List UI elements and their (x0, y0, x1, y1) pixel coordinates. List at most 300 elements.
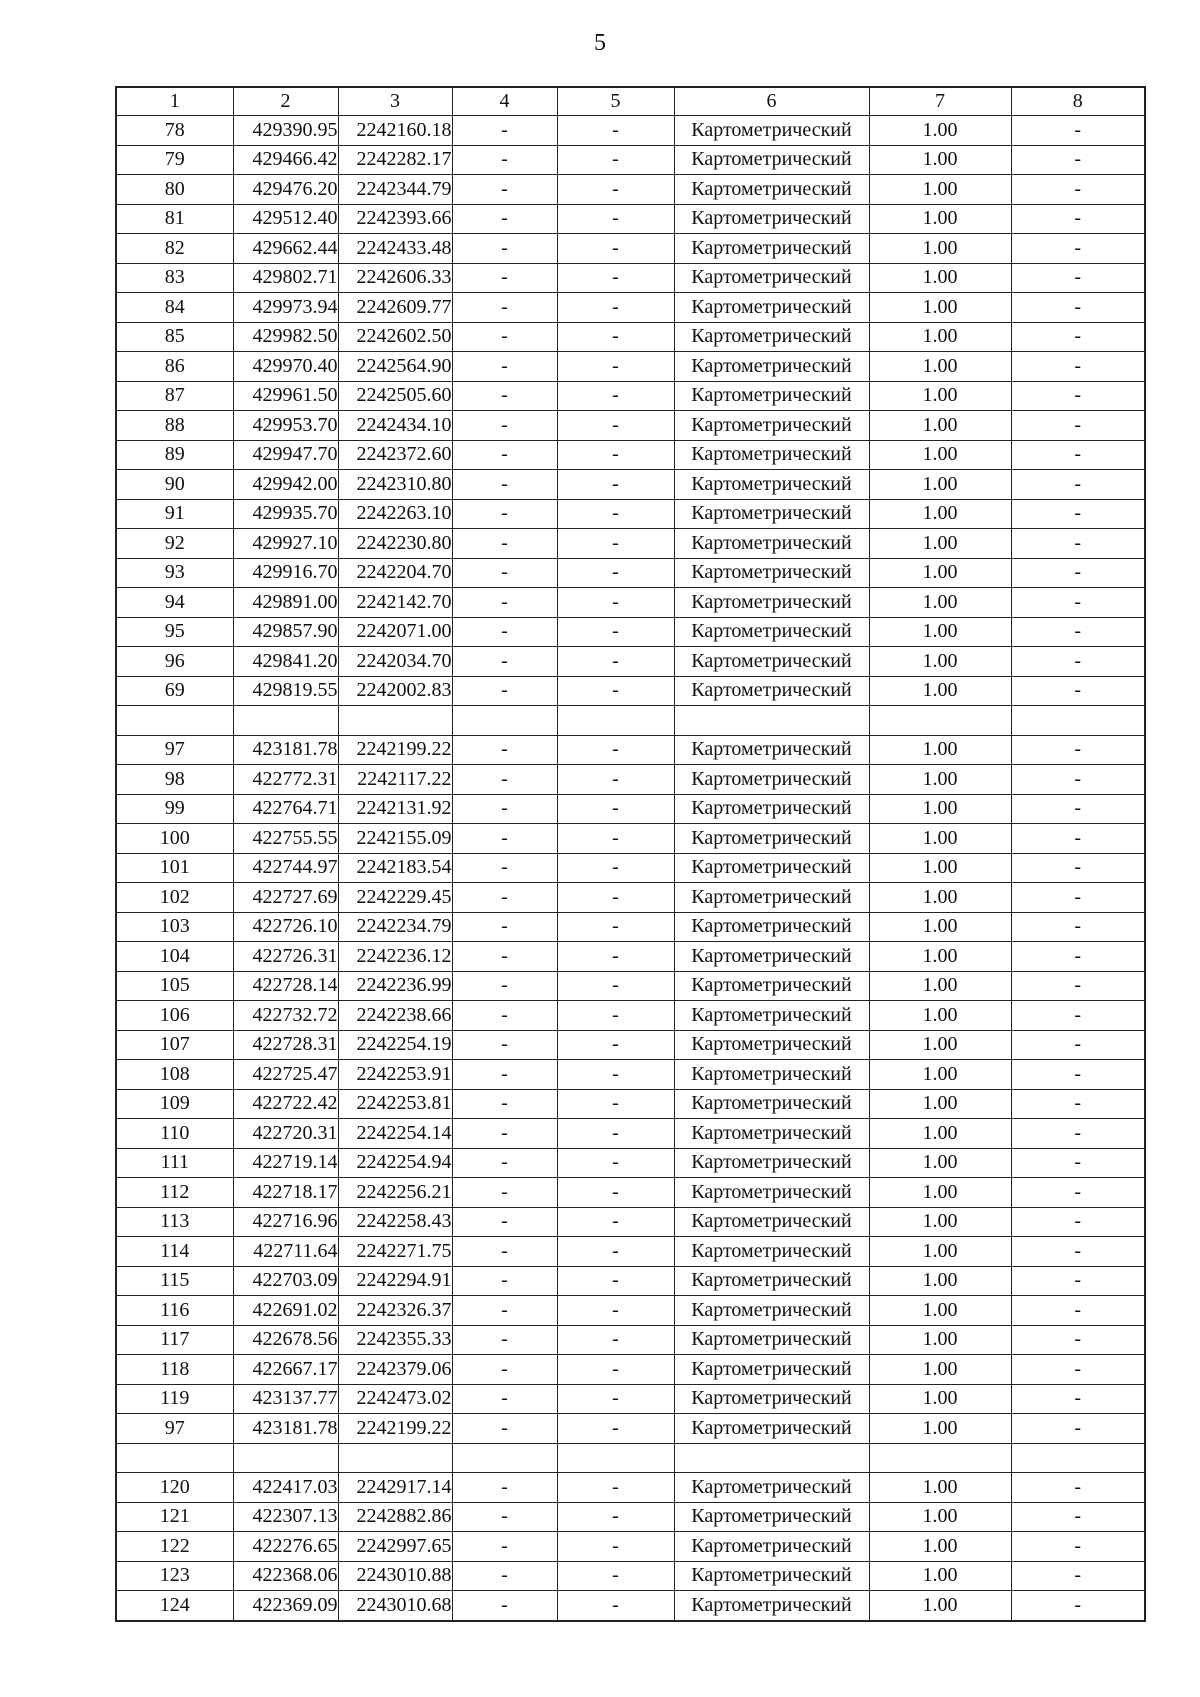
table-cell: 118 (116, 1355, 233, 1385)
table-cell: Картометрический (674, 1060, 869, 1090)
table-cell: - (1011, 322, 1145, 352)
table-cell: Картометрический (674, 381, 869, 411)
table-cell: Картометрический (674, 1237, 869, 1267)
table-cell: - (452, 1591, 557, 1621)
table-cell: Картометрический (674, 1532, 869, 1562)
table-cell: Картометрический (674, 1355, 869, 1385)
table-cell: - (1011, 499, 1145, 529)
table-cell: - (1011, 676, 1145, 706)
table-cell: 422725.47 (233, 1060, 338, 1090)
table-cell: 2242310.80 (338, 470, 452, 500)
table-cell: - (452, 1089, 557, 1119)
table-cell: - (452, 558, 557, 588)
table-cell: 79 (116, 145, 233, 175)
table-cell: 2243010.68 (338, 1591, 452, 1621)
table-cell: - (1011, 588, 1145, 618)
table-cell (233, 706, 338, 736)
table-cell: 2242254.94 (338, 1148, 452, 1178)
table-cell: - (452, 971, 557, 1001)
table-cell: - (452, 617, 557, 647)
table-cell: Картометрический (674, 411, 869, 441)
table-cell: 422276.65 (233, 1532, 338, 1562)
table-cell: - (1011, 1237, 1145, 1267)
table-cell: 2242234.79 (338, 912, 452, 942)
table-cell: Картометрический (674, 175, 869, 205)
table-cell: 2242917.14 (338, 1473, 452, 1503)
table-cell: - (1011, 440, 1145, 470)
table-row (116, 470, 1145, 500)
table-cell: - (557, 440, 674, 470)
table-cell: - (1011, 617, 1145, 647)
table-cell: Картометрический (674, 263, 869, 293)
table-cell: 103 (116, 912, 233, 942)
table-cell: 81 (116, 204, 233, 234)
table-cell: - (557, 175, 674, 205)
table-cell (338, 1443, 452, 1473)
table-row (116, 647, 1145, 677)
table-cell: 423181.78 (233, 1414, 338, 1444)
table-cell: 1.00 (869, 558, 1011, 588)
column-header: 3 (338, 87, 452, 116)
table-cell: - (452, 588, 557, 618)
table-cell: - (1011, 381, 1145, 411)
table-cell: - (452, 794, 557, 824)
table-cell: 1.00 (869, 1089, 1011, 1119)
table-cell: - (557, 352, 674, 382)
table-cell: Картометрический (674, 824, 869, 854)
table-cell: - (557, 1473, 674, 1503)
table-cell: Картометрический (674, 1178, 869, 1208)
table-cell: - (1011, 293, 1145, 323)
table-cell: - (452, 1060, 557, 1090)
table-cell: - (452, 912, 557, 942)
table-cell: Картометрический (674, 234, 869, 264)
table-cell: - (557, 293, 674, 323)
column-header: 5 (557, 87, 674, 116)
table-row (116, 499, 1145, 529)
table-row (116, 588, 1145, 618)
table-cell: 96 (116, 647, 233, 677)
table-cell (338, 706, 452, 736)
table-cell: 1.00 (869, 1001, 1011, 1031)
table-cell: - (1011, 1089, 1145, 1119)
table-cell: 2242183.54 (338, 853, 452, 883)
table-row (116, 1119, 1145, 1149)
table-cell: - (1011, 1414, 1145, 1444)
table-cell: - (557, 588, 674, 618)
table-body (116, 116, 1145, 1621)
table-cell: 422727.69 (233, 883, 338, 913)
table-row (116, 263, 1145, 293)
table-cell (1011, 706, 1145, 736)
table-row (116, 1384, 1145, 1414)
table-cell: - (1011, 912, 1145, 942)
table-cell: - (557, 971, 674, 1001)
table-cell: 2242282.17 (338, 145, 452, 175)
table-row (116, 1266, 1145, 1296)
table-cell: 2242254.14 (338, 1119, 452, 1149)
table-cell: 2242002.83 (338, 676, 452, 706)
table-cell: 1.00 (869, 499, 1011, 529)
table-cell: 99 (116, 794, 233, 824)
table-cell: 1.00 (869, 1561, 1011, 1591)
table-cell (452, 1443, 557, 1473)
table-cell: 1.00 (869, 440, 1011, 470)
table-cell: 1.00 (869, 912, 1011, 942)
table-cell: 429942.00 (233, 470, 338, 500)
table-cell: Картометрический (674, 116, 869, 146)
header-row (116, 87, 1145, 116)
table-cell: - (1011, 352, 1145, 382)
table-cell: - (1011, 1591, 1145, 1621)
table-cell: - (452, 1148, 557, 1178)
table-row (116, 1296, 1145, 1326)
table-cell: 123 (116, 1561, 233, 1591)
table-cell: - (557, 234, 674, 264)
table-row (116, 1443, 1145, 1473)
table-cell: - (557, 499, 674, 529)
page-number: 5 (594, 30, 606, 56)
table-row (116, 1207, 1145, 1237)
table-cell: 422719.14 (233, 1148, 338, 1178)
table-cell: - (557, 322, 674, 352)
table-cell: Картометрический (674, 794, 869, 824)
table-cell: - (452, 883, 557, 913)
table-cell: 429973.94 (233, 293, 338, 323)
table-cell: - (557, 853, 674, 883)
table-cell: 1.00 (869, 204, 1011, 234)
table-cell: 2242505.60 (338, 381, 452, 411)
table-row (116, 1532, 1145, 1562)
table-cell: Картометрический (674, 1473, 869, 1503)
table-cell: 107 (116, 1030, 233, 1060)
table-cell: - (557, 411, 674, 441)
table-cell: 94 (116, 588, 233, 618)
table-cell: 1.00 (869, 1355, 1011, 1385)
table-cell: - (452, 1561, 557, 1591)
table-cell: 2242355.33 (338, 1325, 452, 1355)
table-cell: 429512.40 (233, 204, 338, 234)
table-row (116, 1237, 1145, 1267)
table-cell: Картометрический (674, 470, 869, 500)
table-cell: 2242372.60 (338, 440, 452, 470)
table-cell: Картометрический (674, 617, 869, 647)
table-row (116, 145, 1145, 175)
table-cell: 2242609.77 (338, 293, 452, 323)
table-cell: 422732.72 (233, 1001, 338, 1031)
table-cell: 2242034.70 (338, 647, 452, 677)
table-cell: - (452, 263, 557, 293)
table-cell: 2242253.91 (338, 1060, 452, 1090)
table-cell: 89 (116, 440, 233, 470)
table-cell: - (1011, 175, 1145, 205)
table-cell: 2242256.21 (338, 1178, 452, 1208)
table-row (116, 411, 1145, 441)
table-cell: - (557, 676, 674, 706)
table-cell: - (557, 1355, 674, 1385)
table-cell: 2242236.12 (338, 942, 452, 972)
table-cell: 2242882.86 (338, 1502, 452, 1532)
table-cell: 429802.71 (233, 263, 338, 293)
table-cell: 429947.70 (233, 440, 338, 470)
table-cell: - (557, 1502, 674, 1532)
table-cell: 422691.02 (233, 1296, 338, 1326)
table-cell: 2242204.70 (338, 558, 452, 588)
table-cell: 1.00 (869, 1266, 1011, 1296)
table-cell: - (452, 293, 557, 323)
table-cell: - (452, 1237, 557, 1267)
table-cell: 1.00 (869, 971, 1011, 1001)
table-cell: 111 (116, 1148, 233, 1178)
table-cell: - (557, 912, 674, 942)
table-cell: 2242155.09 (338, 824, 452, 854)
table-cell: 422678.56 (233, 1325, 338, 1355)
table-cell: - (557, 617, 674, 647)
table-cell: - (1011, 1502, 1145, 1532)
table-cell: 2242606.33 (338, 263, 452, 293)
table-cell: - (452, 1473, 557, 1503)
table-cell: 429390.95 (233, 116, 338, 146)
table-row (116, 735, 1145, 765)
table-cell: 80 (116, 175, 233, 205)
column-header: 4 (452, 87, 557, 116)
table-cell: 122 (116, 1532, 233, 1562)
table-cell: Картометрический (674, 1030, 869, 1060)
table-cell: 1.00 (869, 352, 1011, 382)
table-row (116, 322, 1145, 352)
table-row (116, 1591, 1145, 1621)
table-row (116, 912, 1145, 942)
table-cell (869, 706, 1011, 736)
table-row (116, 971, 1145, 1001)
table-cell: - (452, 942, 557, 972)
table-cell: 1.00 (869, 1532, 1011, 1562)
table-cell: 422307.13 (233, 1502, 338, 1532)
table-cell: 1.00 (869, 588, 1011, 618)
table-row (116, 1030, 1145, 1060)
table-cell: 87 (116, 381, 233, 411)
table-row (116, 1060, 1145, 1090)
table-cell: 2242254.19 (338, 1030, 452, 1060)
table-cell: - (557, 942, 674, 972)
table-cell: - (452, 116, 557, 146)
table-cell: 429916.70 (233, 558, 338, 588)
table-cell: 97 (116, 735, 233, 765)
table-cell (233, 1443, 338, 1473)
table-cell: - (1011, 1532, 1145, 1562)
table-cell: 69 (116, 676, 233, 706)
table-cell: 2242238.66 (338, 1001, 452, 1031)
table-cell: Картометрический (674, 1296, 869, 1326)
table-cell: Картометрический (674, 853, 869, 883)
table-cell: Картометрический (674, 1266, 869, 1296)
table-cell: - (557, 647, 674, 677)
table-cell: 422703.09 (233, 1266, 338, 1296)
table-cell: - (1011, 1178, 1145, 1208)
table-cell: 422726.10 (233, 912, 338, 942)
table-row (116, 1325, 1145, 1355)
table-cell: 108 (116, 1060, 233, 1090)
table-cell: Картометрический (674, 1148, 869, 1178)
table-cell: 2242564.90 (338, 352, 452, 382)
table-row (116, 1001, 1145, 1031)
table-cell: 1.00 (869, 322, 1011, 352)
table-cell: 2242071.00 (338, 617, 452, 647)
table-cell: Картометрический (674, 1414, 869, 1444)
table-cell: 106 (116, 1001, 233, 1031)
table-cell: 2242160.18 (338, 116, 452, 146)
table-cell: - (557, 824, 674, 854)
table-cell: 2242142.70 (338, 588, 452, 618)
table-cell: 2243010.88 (338, 1561, 452, 1591)
table-cell: - (452, 824, 557, 854)
table-cell: 429935.70 (233, 499, 338, 529)
table-cell: 114 (116, 1237, 233, 1267)
table-cell: - (557, 1060, 674, 1090)
table-cell: Картометрический (674, 322, 869, 352)
table-row (116, 853, 1145, 883)
table-cell: 429927.10 (233, 529, 338, 559)
table-row (116, 676, 1145, 706)
table-cell: 1.00 (869, 1237, 1011, 1267)
table-cell: - (452, 1384, 557, 1414)
table-cell: 2242229.45 (338, 883, 452, 913)
table-cell: 1.00 (869, 735, 1011, 765)
table-cell: - (452, 765, 557, 795)
table-cell: 1.00 (869, 470, 1011, 500)
table-cell: - (452, 1502, 557, 1532)
table-cell: 423137.77 (233, 1384, 338, 1414)
table-cell: - (452, 411, 557, 441)
table-cell: - (557, 1414, 674, 1444)
table-row (116, 352, 1145, 382)
table-cell: - (1011, 1001, 1145, 1031)
table-cell: - (452, 470, 557, 500)
table-cell: - (1011, 735, 1145, 765)
table-cell: 2242258.43 (338, 1207, 452, 1237)
table-cell: - (557, 204, 674, 234)
table-cell: 422417.03 (233, 1473, 338, 1503)
table-cell: 2242997.65 (338, 1532, 452, 1562)
table-cell: - (557, 1532, 674, 1562)
table-cell (674, 706, 869, 736)
table-cell: 93 (116, 558, 233, 588)
table-cell: - (1011, 1473, 1145, 1503)
table-cell: - (557, 470, 674, 500)
table-cell: 2242199.22 (338, 735, 452, 765)
table-cell: 422755.55 (233, 824, 338, 854)
table-cell: 105 (116, 971, 233, 1001)
table-cell: - (1011, 1384, 1145, 1414)
table-cell: 101 (116, 853, 233, 883)
table-cell: - (452, 1414, 557, 1444)
table-cell (452, 706, 557, 736)
table-row (116, 234, 1145, 264)
table-cell: - (452, 647, 557, 677)
table-cell: - (452, 529, 557, 559)
table-cell: 2242393.66 (338, 204, 452, 234)
table-cell: 1.00 (869, 853, 1011, 883)
table-cell: - (557, 558, 674, 588)
table-cell (557, 706, 674, 736)
table-cell: 1.00 (869, 942, 1011, 972)
table-cell: - (1011, 1266, 1145, 1296)
table-cell: 1.00 (869, 263, 1011, 293)
table-cell: 2242230.80 (338, 529, 452, 559)
table-cell: - (1011, 883, 1145, 913)
table-row (116, 824, 1145, 854)
table-cell: 429841.20 (233, 647, 338, 677)
table-cell: 85 (116, 322, 233, 352)
column-header: 2 (233, 87, 338, 116)
table-cell: 422711.64 (233, 1237, 338, 1267)
column-header: 8 (1011, 87, 1145, 116)
table-cell: - (557, 529, 674, 559)
table-row (116, 1561, 1145, 1591)
table-cell: - (557, 1178, 674, 1208)
table-cell: Картометрический (674, 1207, 869, 1237)
table-cell: 422722.42 (233, 1089, 338, 1119)
table-cell: 2242344.79 (338, 175, 452, 205)
table-cell: Картометрический (674, 676, 869, 706)
table-cell: 422728.31 (233, 1030, 338, 1060)
table-cell: 422667.17 (233, 1355, 338, 1385)
table-cell: - (452, 145, 557, 175)
table-cell: Картометрический (674, 499, 869, 529)
table-cell: - (1011, 1148, 1145, 1178)
table-cell: 422744.97 (233, 853, 338, 883)
table-cell: - (1011, 234, 1145, 264)
table-cell: 1.00 (869, 794, 1011, 824)
table-cell: 2242294.91 (338, 1266, 452, 1296)
table-cell: 82 (116, 234, 233, 264)
table-row (116, 440, 1145, 470)
table-cell: 91 (116, 499, 233, 529)
table-cell: - (452, 1532, 557, 1562)
table-cell: - (452, 735, 557, 765)
table-cell: - (452, 1296, 557, 1326)
table-cell: 116 (116, 1296, 233, 1326)
table-cell: 2242253.81 (338, 1089, 452, 1119)
table-cell: 1.00 (869, 883, 1011, 913)
table-cell (116, 706, 233, 736)
table-cell: - (557, 1266, 674, 1296)
table-cell: - (1011, 1355, 1145, 1385)
table-row (116, 1355, 1145, 1385)
table-cell: 429961.50 (233, 381, 338, 411)
table-cell: 422728.14 (233, 971, 338, 1001)
table-cell: Картометрический (674, 765, 869, 795)
table-row (116, 204, 1145, 234)
table-cell: 422716.96 (233, 1207, 338, 1237)
table-cell: 1.00 (869, 676, 1011, 706)
table-cell: Картометрический (674, 1384, 869, 1414)
table-cell: Картометрический (674, 204, 869, 234)
table-cell: - (452, 234, 557, 264)
table-cell: - (1011, 942, 1145, 972)
table-cell: - (1011, 263, 1145, 293)
table-cell: 88 (116, 411, 233, 441)
table-cell: Картометрический (674, 1089, 869, 1119)
table-cell: - (557, 735, 674, 765)
table-cell: 120 (116, 1473, 233, 1503)
table-cell: - (557, 116, 674, 146)
table-cell: 117 (116, 1325, 233, 1355)
table-cell: - (1011, 971, 1145, 1001)
table-cell: Картометрический (674, 1591, 869, 1621)
table-cell: 429953.70 (233, 411, 338, 441)
table-cell (116, 1443, 233, 1473)
